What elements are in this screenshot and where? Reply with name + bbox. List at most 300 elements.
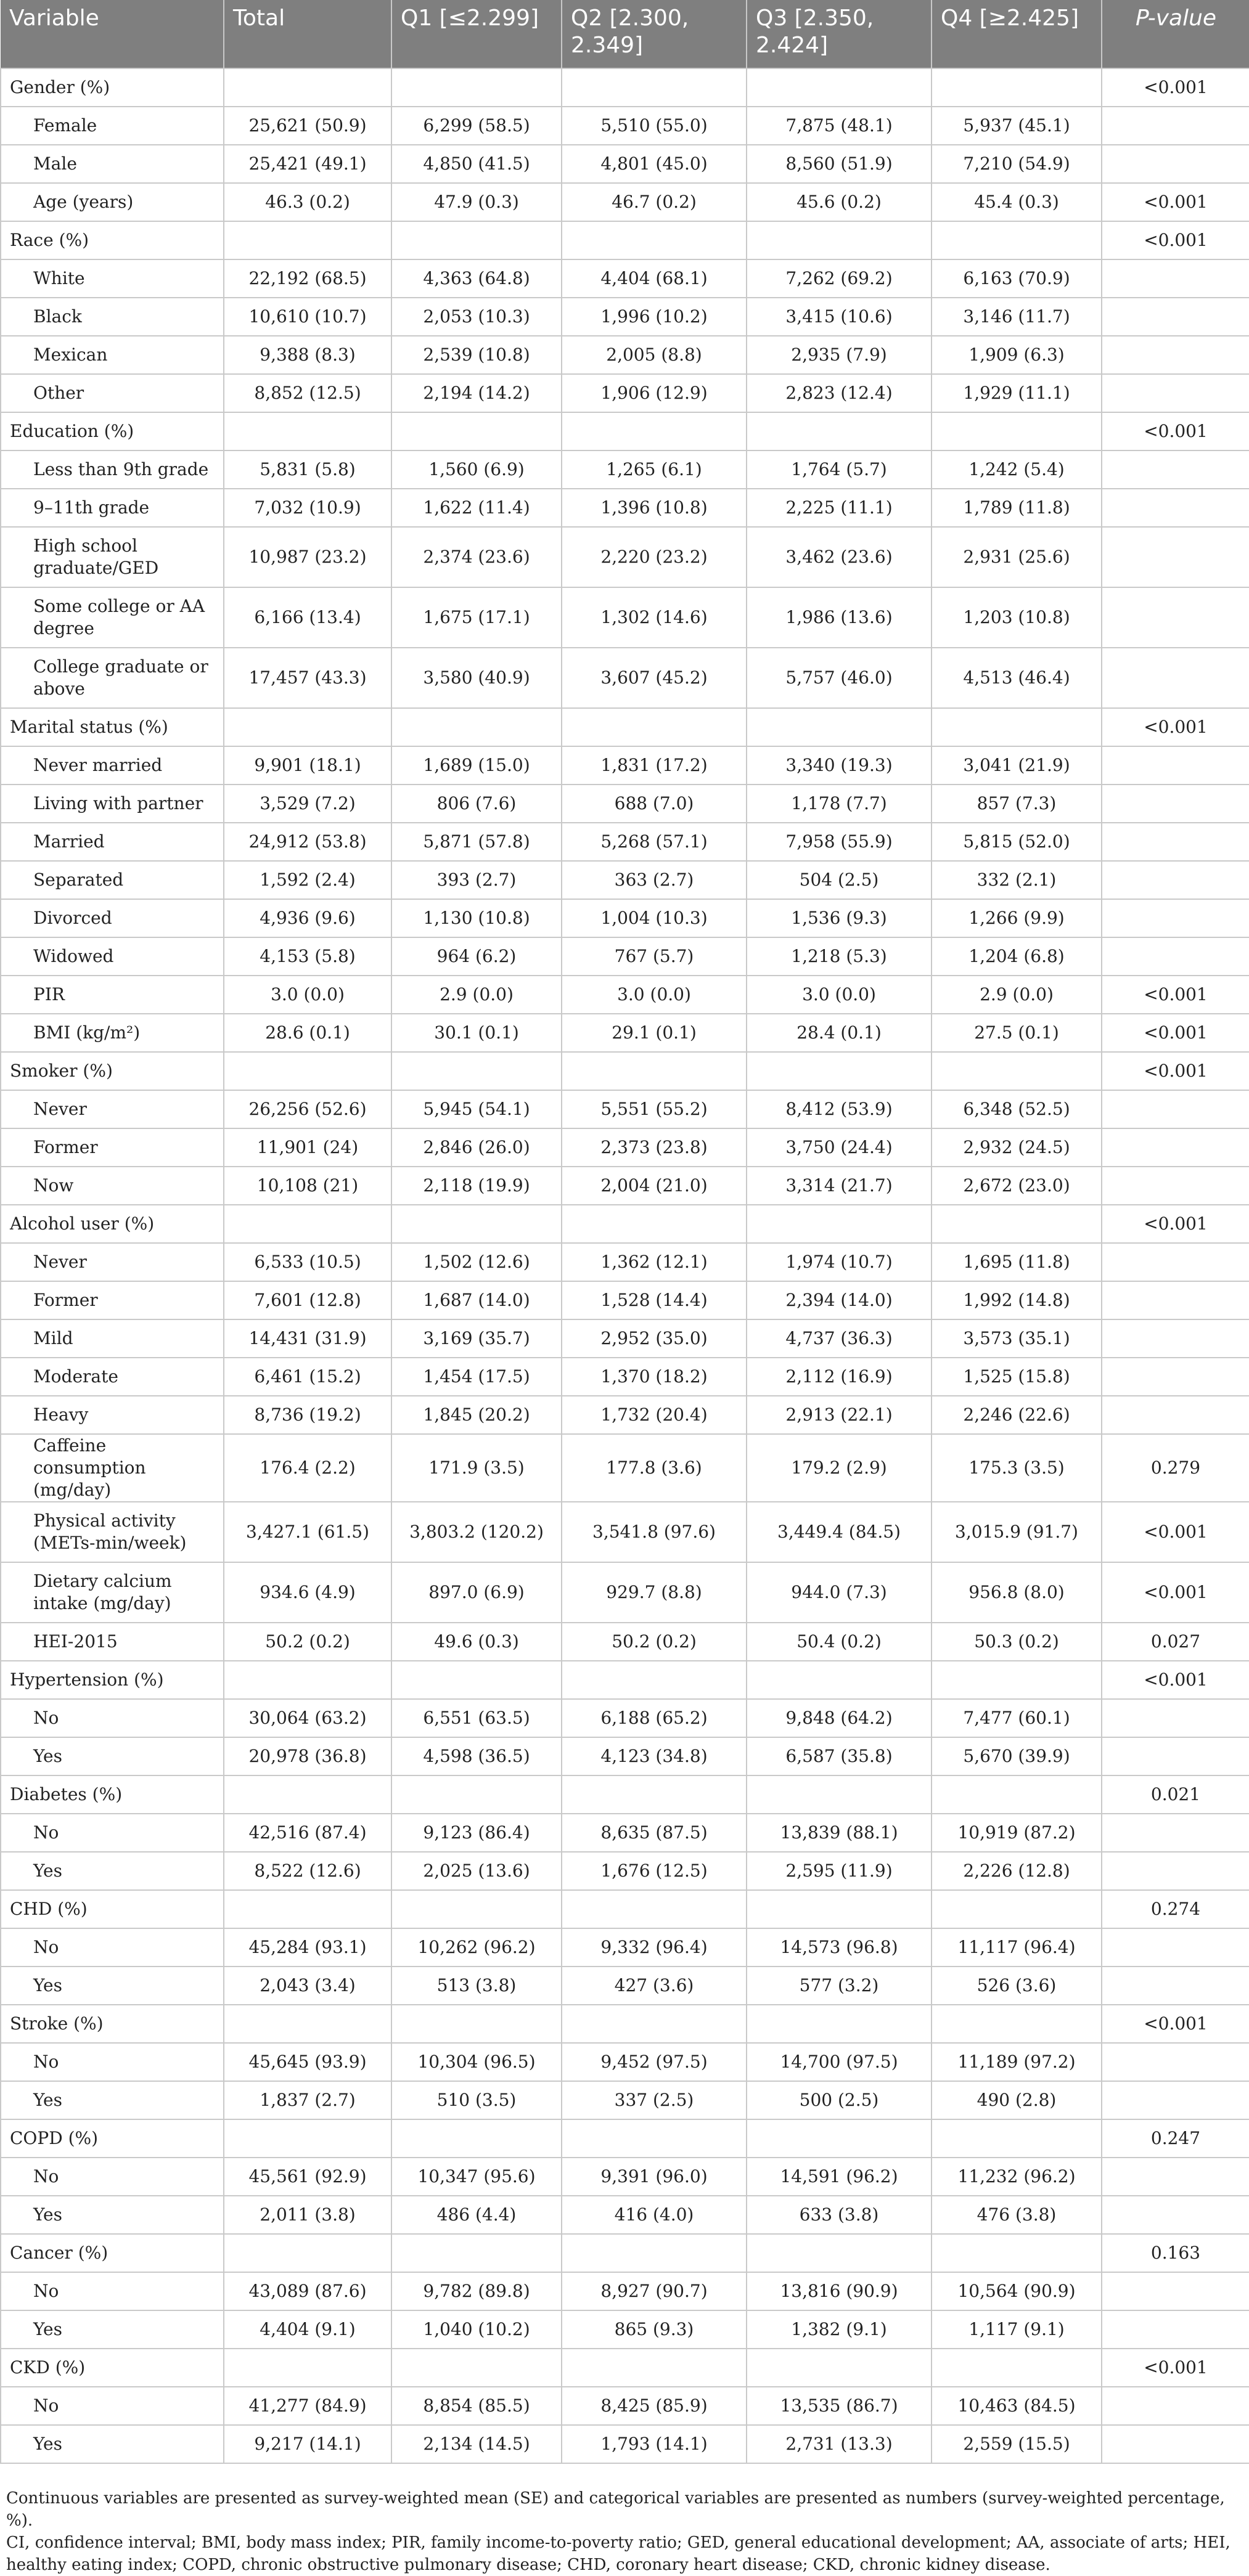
cell-q4: 5,815 (52.0)	[932, 823, 1102, 861]
row-label: Yes	[1, 2081, 224, 2119]
cell-q1: 1,689 (15.0)	[391, 746, 562, 785]
table-row	[1, 2425, 1249, 2463]
cell-total	[224, 2349, 391, 2387]
cell-total	[224, 2234, 391, 2272]
cell-q3	[747, 68, 932, 107]
cell-q1	[391, 412, 562, 450]
cell-q4: 1,204 (6.8)	[932, 937, 1102, 976]
cell-q1: 393 (2.7)	[391, 861, 562, 899]
cell-total	[224, 1661, 391, 1699]
row-label: Former	[1, 1281, 224, 1319]
table-row	[1, 183, 1249, 221]
cell-q1: 1,502 (12.6)	[391, 1243, 562, 1281]
cell-q3: 3,750 (24.4)	[747, 1128, 932, 1167]
cell-q3: 9,848 (64.2)	[747, 1699, 932, 1737]
cell-total: 10,108 (21)	[224, 1167, 391, 1205]
cell-q1: 6,299 (58.5)	[391, 107, 562, 145]
cell-q1: 1,845 (20.2)	[391, 1396, 562, 1434]
cell-q4: 45.4 (0.3)	[932, 183, 1102, 221]
cell-p-value: <0.001	[1102, 708, 1249, 746]
cell-q2: 1,396 (10.8)	[562, 489, 747, 527]
cell-q4: 1,695 (11.8)	[932, 1243, 1102, 1281]
table-row	[1, 1281, 1249, 1319]
cell-p-value	[1102, 1358, 1249, 1396]
cell-q4: 7,210 (54.9)	[932, 145, 1102, 183]
cell-q4: 1,929 (11.1)	[932, 374, 1102, 412]
table-row	[1, 2387, 1249, 2425]
cell-total: 934.6 (4.9)	[224, 1562, 391, 1623]
cell-total: 8,522 (12.6)	[224, 1852, 391, 1890]
cell-p-value: <0.001	[1102, 1052, 1249, 1090]
cell-q3: 7,262 (69.2)	[747, 259, 932, 298]
cell-total: 1,592 (2.4)	[224, 861, 391, 899]
cell-p-value: <0.001	[1102, 976, 1249, 1014]
section-label: Gender (%)	[1, 68, 224, 107]
section-label: CHD (%)	[1, 1890, 224, 1928]
cell-p-value	[1102, 2425, 1249, 2463]
cell-q2: 767 (5.7)	[562, 937, 747, 976]
table-row	[1, 1167, 1249, 1205]
table-row	[1, 937, 1249, 976]
cell-q4: 476 (3.8)	[932, 2196, 1102, 2234]
cell-q3: 13,839 (88.1)	[747, 1814, 932, 1852]
cell-p-value	[1102, 2272, 1249, 2310]
cell-p-value	[1102, 2387, 1249, 2425]
table-row	[1, 259, 1249, 298]
cell-q2: 1,906 (12.9)	[562, 374, 747, 412]
cell-q4	[932, 1205, 1102, 1243]
table-row	[1, 1661, 1249, 1699]
cell-q1	[391, 2119, 562, 2158]
cell-q4: 7,477 (60.1)	[932, 1699, 1102, 1737]
cell-q4: 10,564 (90.9)	[932, 2272, 1102, 2310]
cell-q2: 4,801 (45.0)	[562, 145, 747, 183]
row-label: Some college or AA degree	[1, 587, 224, 648]
cell-q1: 1,130 (10.8)	[391, 899, 562, 937]
cell-q3	[747, 2005, 932, 2043]
cell-q3: 2,731 (13.3)	[747, 2425, 932, 2463]
cell-total: 42,516 (87.4)	[224, 1814, 391, 1852]
section-label: Smoker (%)	[1, 1052, 224, 1090]
cell-p-value	[1102, 785, 1249, 823]
table-row	[1, 1890, 1249, 1928]
cell-q1: 2,539 (10.8)	[391, 336, 562, 374]
table-row	[1, 527, 1249, 587]
cell-q1: 2,134 (14.5)	[391, 2425, 562, 2463]
cell-q4: 3,015.9 (91.7)	[932, 1502, 1102, 1562]
row-label: No	[1, 2043, 224, 2081]
cell-q4	[932, 2005, 1102, 2043]
cell-total	[224, 2119, 391, 2158]
section-label: Stroke (%)	[1, 2005, 224, 2043]
cell-q1: 9,123 (86.4)	[391, 1814, 562, 1852]
cell-p-value	[1102, 1281, 1249, 1319]
cell-q3: 5,757 (46.0)	[747, 648, 932, 708]
cell-total: 8,852 (12.5)	[224, 374, 391, 412]
cell-q1: 2,118 (19.9)	[391, 1167, 562, 1205]
cell-p-value	[1102, 1699, 1249, 1737]
cell-q2: 8,425 (85.9)	[562, 2387, 747, 2425]
row-label: Yes	[1, 2310, 224, 2349]
cell-q2	[562, 2349, 747, 2387]
cell-q3: 7,875 (48.1)	[747, 107, 932, 145]
cell-total	[224, 1052, 391, 1090]
section-label: Hypertension (%)	[1, 1661, 224, 1699]
cell-q2	[562, 68, 747, 107]
cell-q3	[747, 2349, 932, 2387]
cell-q2: 8,927 (90.7)	[562, 2272, 747, 2310]
cell-q1	[391, 2234, 562, 2272]
cell-q2: 1,676 (12.5)	[562, 1852, 747, 1890]
cell-q2: 3,541.8 (97.6)	[562, 1502, 747, 1562]
cell-q2: 688 (7.0)	[562, 785, 747, 823]
table-row	[1, 298, 1249, 336]
cell-q1: 10,262 (96.2)	[391, 1928, 562, 1967]
cell-q2	[562, 1052, 747, 1090]
cell-q3: 1,536 (9.3)	[747, 899, 932, 937]
cell-q3: 13,535 (86.7)	[747, 2387, 932, 2425]
cell-q3: 13,816 (90.9)	[747, 2272, 932, 2310]
row-label: Caffeine consumption (mg/day)	[1, 1434, 224, 1502]
cell-q4: 857 (7.3)	[932, 785, 1102, 823]
cell-q1: 5,945 (54.1)	[391, 1090, 562, 1128]
table-row	[1, 2158, 1249, 2196]
table-row	[1, 489, 1249, 527]
cell-p-value	[1102, 1852, 1249, 1890]
cell-q1: 897.0 (6.9)	[391, 1562, 562, 1623]
cell-q2: 4,123 (34.8)	[562, 1737, 747, 1775]
cell-q1	[391, 2349, 562, 2387]
cell-q2: 4,404 (68.1)	[562, 259, 747, 298]
cell-q2: 416 (4.0)	[562, 2196, 747, 2234]
cell-q1: 9,782 (89.8)	[391, 2272, 562, 2310]
row-label: Separated	[1, 861, 224, 899]
table-row	[1, 1434, 1249, 1502]
cell-q1	[391, 68, 562, 107]
cell-p-value	[1102, 1319, 1249, 1358]
cell-q2	[562, 1205, 747, 1243]
cell-q4: 2,559 (15.5)	[932, 2425, 1102, 2463]
table-row	[1, 2310, 1249, 2349]
cell-p-value	[1102, 1090, 1249, 1128]
cell-q3: 577 (3.2)	[747, 1967, 932, 2005]
cell-q1: 4,363 (64.8)	[391, 259, 562, 298]
row-label: Mild	[1, 1319, 224, 1358]
cell-total: 8,736 (19.2)	[224, 1396, 391, 1434]
cell-q1	[391, 1890, 562, 1928]
cell-q3	[747, 221, 932, 259]
table-body	[1, 68, 1249, 2463]
cell-q4	[932, 1052, 1102, 1090]
row-label: Yes	[1, 1852, 224, 1890]
cell-q2: 1,302 (14.6)	[562, 587, 747, 648]
cell-total: 6,533 (10.5)	[224, 1243, 391, 1281]
table-row	[1, 785, 1249, 823]
row-label: Living with partner	[1, 785, 224, 823]
cell-q1	[391, 1775, 562, 1814]
table-row	[1, 1319, 1249, 1358]
cell-q1: 3,580 (40.9)	[391, 648, 562, 708]
footnote-line-2: CI, confidence interval; BMI, body mass index; PIR, family income-to-poverty ratio; GED, general educational development; AA, associate of arts; HEI, healthy eating index; COPD, chronic obstructive pulmonary disease; CHD, coronary heart disease; CKD, chronic kidney disease.	[6, 2533, 1231, 2574]
cell-q1	[391, 221, 562, 259]
cell-p-value	[1102, 374, 1249, 412]
cell-q4	[932, 2349, 1102, 2387]
cell-q4: 10,919 (87.2)	[932, 1814, 1102, 1852]
row-label: Female	[1, 107, 224, 145]
cell-q4: 2,932 (24.5)	[932, 1128, 1102, 1167]
section-label: Race (%)	[1, 221, 224, 259]
cell-q2: 1,265 (6.1)	[562, 450, 747, 489]
cell-q3: 8,412 (53.9)	[747, 1090, 932, 1128]
footnote-line-1: Continuous variables are presented as survey-weighted mean (SE) and categorical variables are presented as numbers (survey-weighted percentage, %).	[6, 2489, 1225, 2530]
cell-total	[224, 412, 391, 450]
cell-q2: 5,268 (57.1)	[562, 823, 747, 861]
row-label: Yes	[1, 2425, 224, 2463]
cell-q2	[562, 2234, 747, 2272]
cell-q1: 486 (4.4)	[391, 2196, 562, 2234]
table-row	[1, 823, 1249, 861]
cell-q2: 9,332 (96.4)	[562, 1928, 747, 1967]
cell-q3: 1,382 (9.1)	[747, 2310, 932, 2349]
cell-total	[224, 1890, 391, 1928]
row-label: Yes	[1, 2196, 224, 2234]
cell-p-value	[1102, 587, 1249, 648]
cell-q2: 2,220 (23.2)	[562, 527, 747, 587]
row-label: Dietary calcium intake (mg/day)	[1, 1562, 224, 1623]
cell-p-value: <0.001	[1102, 221, 1249, 259]
cell-q3: 2,935 (7.9)	[747, 336, 932, 374]
row-label: PIR	[1, 976, 224, 1014]
cell-p-value	[1102, 1396, 1249, 1434]
cell-q3: 14,700 (97.5)	[747, 2043, 932, 2081]
cell-q2: 1,004 (10.3)	[562, 899, 747, 937]
table-row	[1, 68, 1249, 107]
cell-total: 24,912 (53.8)	[224, 823, 391, 861]
cell-q2: 1,362 (12.1)	[562, 1243, 747, 1281]
section-label: Alcohol user (%)	[1, 1205, 224, 1243]
cell-q1	[391, 2005, 562, 2043]
cell-q4	[932, 1890, 1102, 1928]
cell-p-value	[1102, 107, 1249, 145]
table-row	[1, 1014, 1249, 1052]
row-label: Widowed	[1, 937, 224, 976]
header-p-value	[1102, 0, 1249, 68]
cell-q4: 2,246 (22.6)	[932, 1396, 1102, 1434]
cell-q1: 49.6 (0.3)	[391, 1623, 562, 1661]
cell-total: 4,936 (9.6)	[224, 899, 391, 937]
cell-total: 4,404 (9.1)	[224, 2310, 391, 2349]
cell-q2: 363 (2.7)	[562, 861, 747, 899]
cell-q4	[932, 2119, 1102, 2158]
cell-p-value	[1102, 746, 1249, 785]
cell-q3: 2,595 (11.9)	[747, 1852, 932, 1890]
header-q3: Q3 [2.350, 2.424]	[747, 0, 932, 68]
cell-q4: 956.8 (8.0)	[932, 1562, 1102, 1623]
row-label: Male	[1, 145, 224, 183]
cell-p-value: <0.001	[1102, 68, 1249, 107]
cell-q3: 14,591 (96.2)	[747, 2158, 932, 2196]
row-label: Never married	[1, 746, 224, 785]
row-label: Moderate	[1, 1358, 224, 1396]
cell-q1: 964 (6.2)	[391, 937, 562, 976]
row-label: No	[1, 1928, 224, 1967]
cell-p-value: 0.163	[1102, 2234, 1249, 2272]
cell-q4	[932, 68, 1102, 107]
table-row	[1, 976, 1249, 1014]
cell-total: 4,153 (5.8)	[224, 937, 391, 976]
cell-q2: 5,510 (55.0)	[562, 107, 747, 145]
cell-q4: 175.3 (3.5)	[932, 1434, 1102, 1502]
cell-q4: 6,163 (70.9)	[932, 259, 1102, 298]
cell-q4: 3,041 (21.9)	[932, 746, 1102, 785]
cell-q4: 1,525 (15.8)	[932, 1358, 1102, 1396]
cell-q3	[747, 1052, 932, 1090]
table-row	[1, 2196, 1249, 2234]
row-label: Other	[1, 374, 224, 412]
row-label: No	[1, 1814, 224, 1852]
cell-q3: 500 (2.5)	[747, 2081, 932, 2119]
cell-q1: 1,560 (6.9)	[391, 450, 562, 489]
table-row	[1, 1852, 1249, 1890]
cell-p-value	[1102, 2310, 1249, 2349]
cell-q3: 28.4 (0.1)	[747, 1014, 932, 1052]
table-row	[1, 1128, 1249, 1167]
cell-p-value	[1102, 145, 1249, 183]
row-label: Less than 9th grade	[1, 450, 224, 489]
table-footnotes	[6, 2487, 1239, 2576]
cell-total: 7,032 (10.9)	[224, 489, 391, 527]
cell-q4: 6,348 (52.5)	[932, 1090, 1102, 1128]
cell-q2	[562, 2119, 747, 2158]
cell-q2: 1,793 (14.1)	[562, 2425, 747, 2463]
cell-q2: 3.0 (0.0)	[562, 976, 747, 1014]
cell-q3	[747, 1661, 932, 1699]
cell-total: 41,277 (84.9)	[224, 2387, 391, 2425]
cell-total: 26,256 (52.6)	[224, 1090, 391, 1128]
cell-total	[224, 1205, 391, 1243]
section-label: CKD (%)	[1, 2349, 224, 2387]
cell-q2: 46.7 (0.2)	[562, 183, 747, 221]
table-row	[1, 899, 1249, 937]
cell-q1: 3,169 (35.7)	[391, 1319, 562, 1358]
cell-q3: 633 (3.8)	[747, 2196, 932, 2234]
cell-q1: 2,374 (23.6)	[391, 527, 562, 587]
cell-total	[224, 68, 391, 107]
table-row	[1, 374, 1249, 412]
cell-q4	[932, 221, 1102, 259]
cell-q2: 1,831 (17.2)	[562, 746, 747, 785]
cell-total: 6,166 (13.4)	[224, 587, 391, 648]
cell-p-value: <0.001	[1102, 2005, 1249, 2043]
cell-p-value: 0.279	[1102, 1434, 1249, 1502]
row-label: Mexican	[1, 336, 224, 374]
cell-p-value	[1102, 2081, 1249, 2119]
cell-q2: 29.1 (0.1)	[562, 1014, 747, 1052]
cell-q1: 10,347 (95.6)	[391, 2158, 562, 2196]
table-row	[1, 450, 1249, 489]
cell-p-value	[1102, 2196, 1249, 2234]
header-total: Total	[224, 0, 391, 68]
table-row	[1, 2119, 1249, 2158]
cell-q3	[747, 1775, 932, 1814]
cell-q2: 50.2 (0.2)	[562, 1623, 747, 1661]
cell-q2: 3,607 (45.2)	[562, 648, 747, 708]
cell-q1	[391, 1052, 562, 1090]
cell-p-value	[1102, 2043, 1249, 2081]
cell-q3: 14,573 (96.8)	[747, 1928, 932, 1967]
table-row	[1, 1358, 1249, 1396]
cell-q4: 1,117 (9.1)	[932, 2310, 1102, 2349]
cell-q3: 3,449.4 (84.5)	[747, 1502, 932, 1562]
cell-p-value: 0.027	[1102, 1623, 1249, 1661]
row-label: Yes	[1, 1967, 224, 2005]
cell-q4: 3,573 (35.1)	[932, 1319, 1102, 1358]
cell-total: 10,610 (10.7)	[224, 298, 391, 336]
cell-q1	[391, 1205, 562, 1243]
table-row	[1, 1243, 1249, 1281]
cell-q4	[932, 412, 1102, 450]
table-row	[1, 2081, 1249, 2119]
cell-total	[224, 221, 391, 259]
cell-total: 5,831 (5.8)	[224, 450, 391, 489]
cell-total: 25,621 (50.9)	[224, 107, 391, 145]
cell-total: 45,284 (93.1)	[224, 1928, 391, 1967]
cell-q2	[562, 1890, 747, 1928]
cell-q2: 2,952 (35.0)	[562, 1319, 747, 1358]
cell-q2: 5,551 (55.2)	[562, 1090, 747, 1128]
cell-p-value: <0.001	[1102, 183, 1249, 221]
cell-total: 3,529 (7.2)	[224, 785, 391, 823]
cell-q1: 806 (7.6)	[391, 785, 562, 823]
cell-q4: 1,203 (10.8)	[932, 587, 1102, 648]
cell-total: 43,089 (87.6)	[224, 2272, 391, 2310]
cell-q1: 4,850 (41.5)	[391, 145, 562, 183]
row-label: No	[1, 1699, 224, 1737]
header-q4: Q4 [≥2.425]	[932, 0, 1102, 68]
cell-total: 28.6 (0.1)	[224, 1014, 391, 1052]
cell-q3: 50.4 (0.2)	[747, 1623, 932, 1661]
cell-p-value	[1102, 527, 1249, 587]
cell-p-value	[1102, 823, 1249, 861]
cell-q4: 1,789 (11.8)	[932, 489, 1102, 527]
cell-total	[224, 2005, 391, 2043]
cell-q1: 30.1 (0.1)	[391, 1014, 562, 1052]
row-label: HEI-2015	[1, 1623, 224, 1661]
cell-p-value	[1102, 450, 1249, 489]
cell-q2	[562, 1775, 747, 1814]
cell-q1: 1,687 (14.0)	[391, 1281, 562, 1319]
cell-total: 11,901 (24)	[224, 1128, 391, 1167]
cell-q1: 10,304 (96.5)	[391, 2043, 562, 2081]
cell-q2: 1,996 (10.2)	[562, 298, 747, 336]
cell-q3: 1,178 (7.7)	[747, 785, 932, 823]
cell-q1: 1,454 (17.5)	[391, 1358, 562, 1396]
cell-q3	[747, 2119, 932, 2158]
cell-q4: 1,242 (5.4)	[932, 450, 1102, 489]
cell-q1: 510 (3.5)	[391, 2081, 562, 2119]
table-row	[1, 2234, 1249, 2272]
cell-q2	[562, 412, 747, 450]
table-row	[1, 145, 1249, 183]
row-label: Divorced	[1, 899, 224, 937]
cell-q2: 865 (9.3)	[562, 2310, 747, 2349]
header-q2: Q2 [2.300, 2.349]	[562, 0, 747, 68]
cell-total: 45,645 (93.9)	[224, 2043, 391, 2081]
cell-q2: 1,370 (18.2)	[562, 1358, 747, 1396]
cell-p-value: 0.021	[1102, 1775, 1249, 1814]
cell-q3: 2,112 (16.9)	[747, 1358, 932, 1396]
cell-p-value	[1102, 1243, 1249, 1281]
